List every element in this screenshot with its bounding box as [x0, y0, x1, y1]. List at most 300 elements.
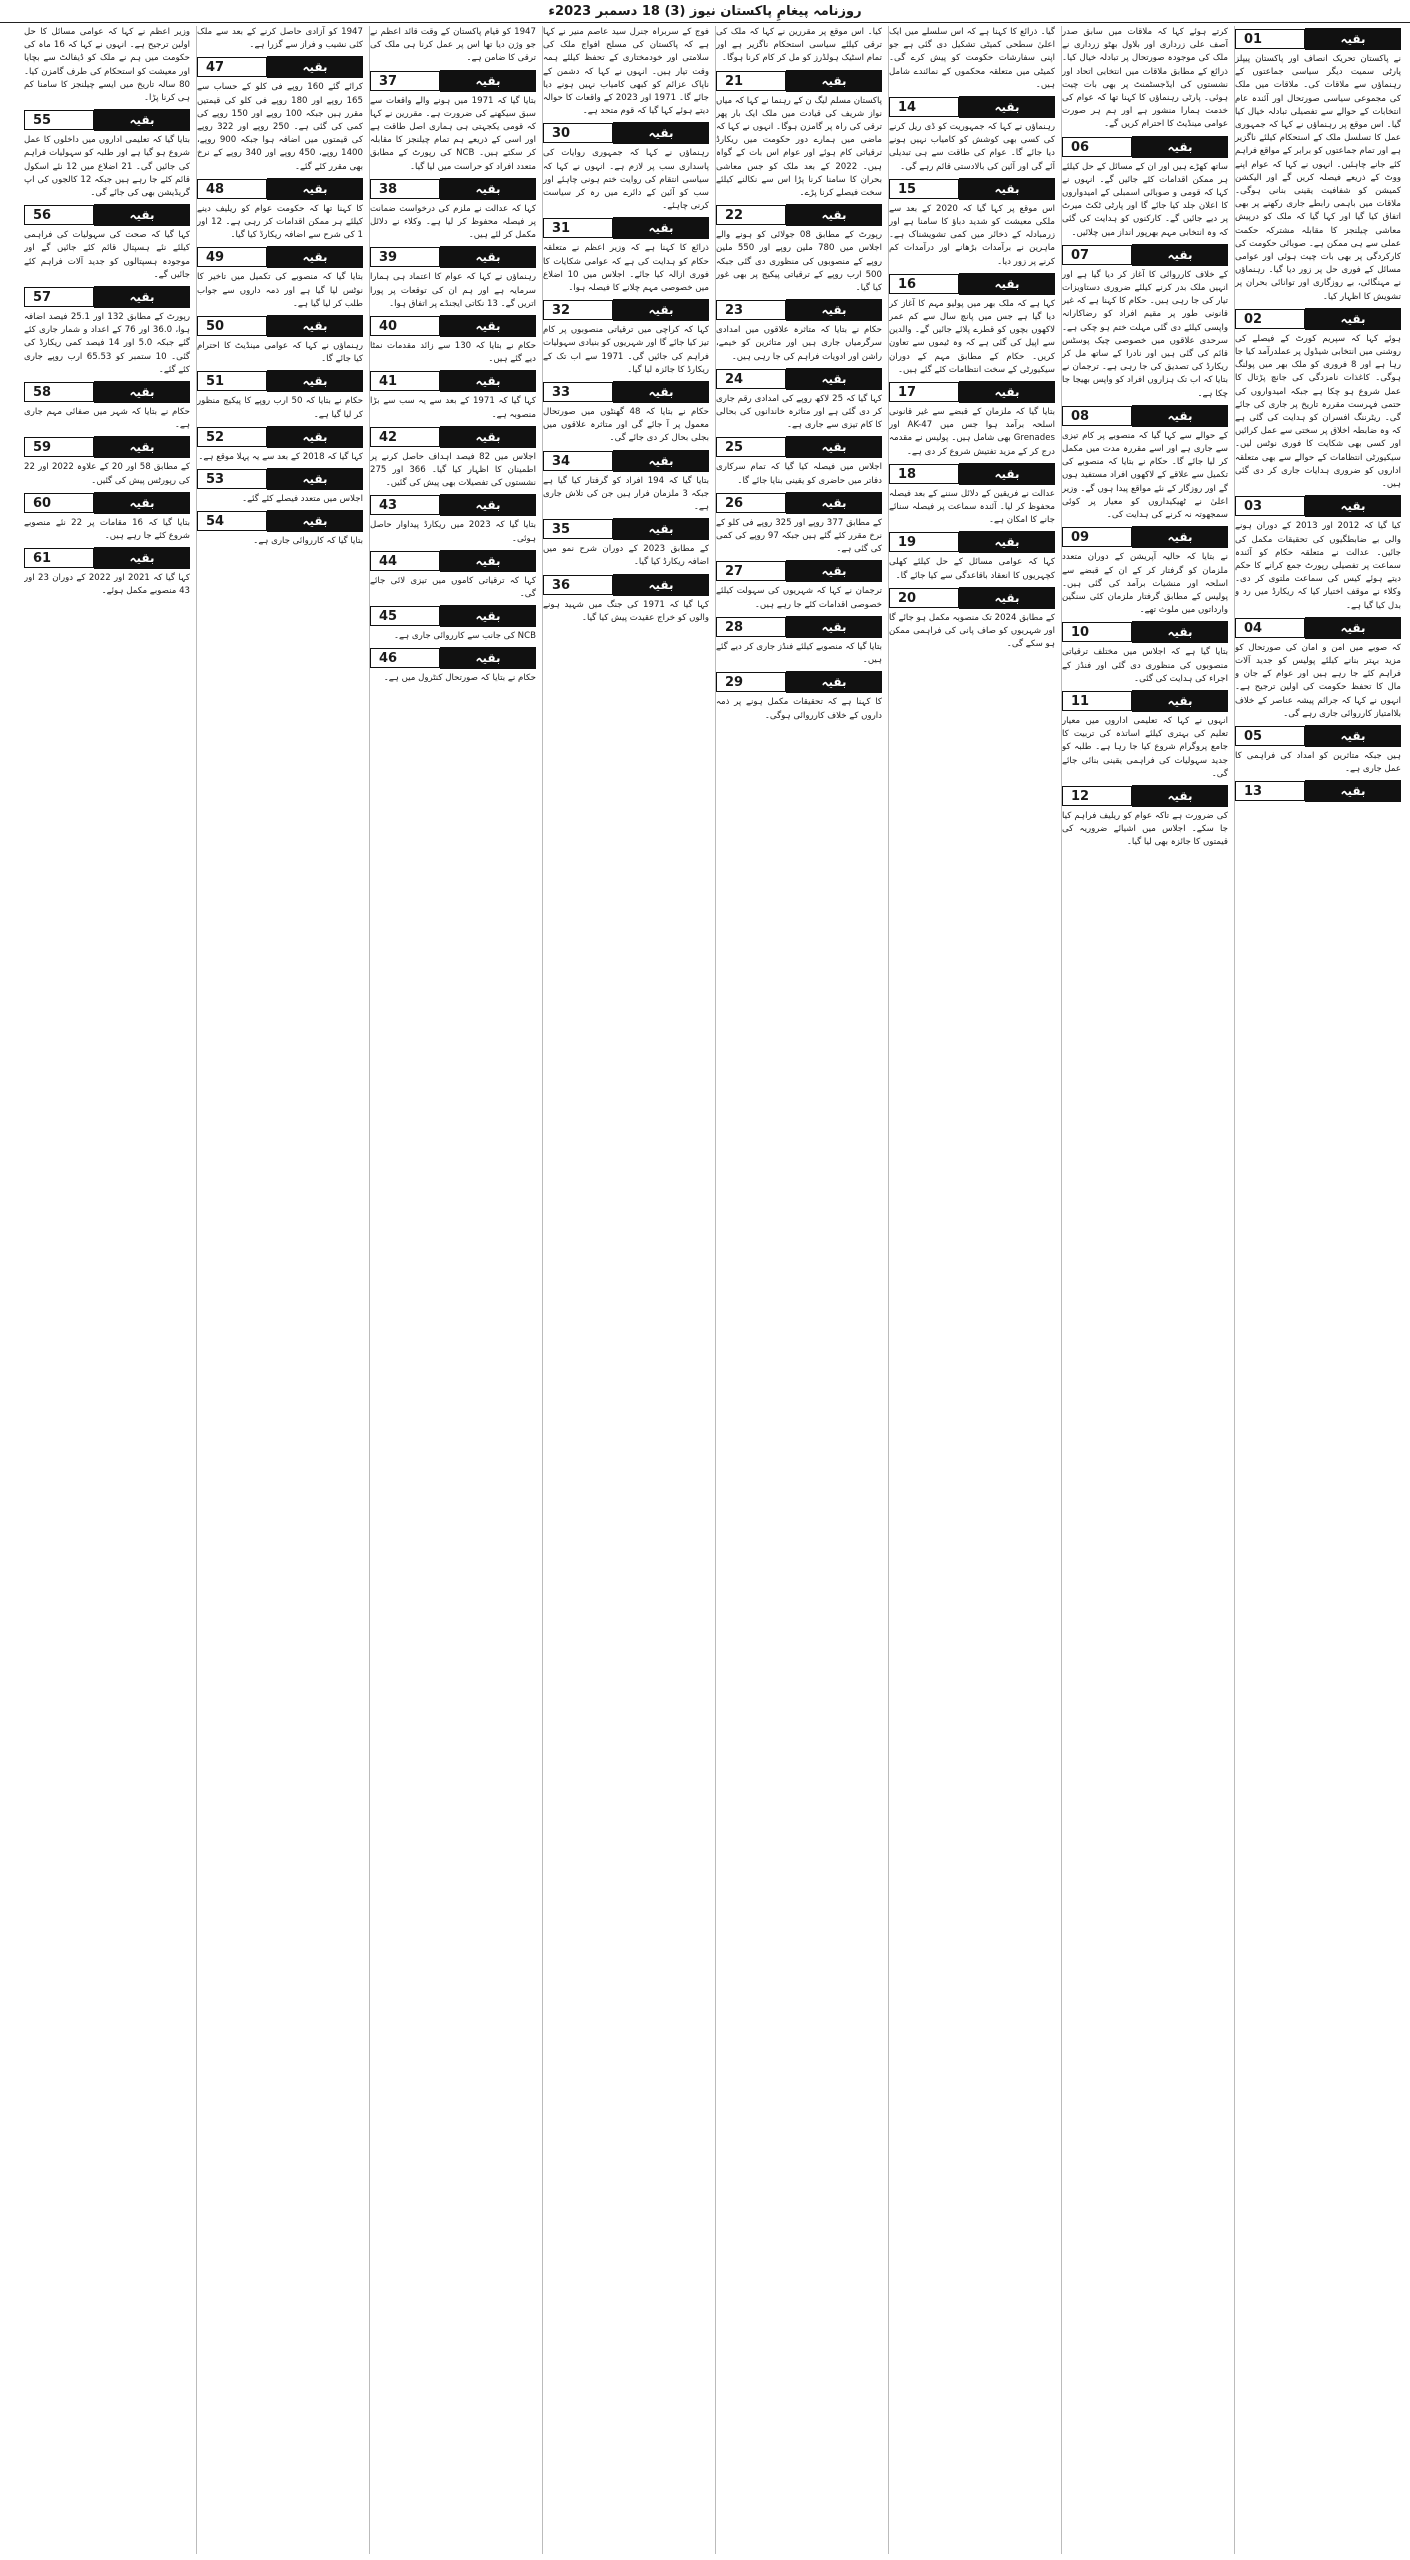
- continuation-tag: [889, 463, 1055, 485]
- continuation-tag: [370, 494, 536, 516]
- continuation-item: [24, 26, 190, 105]
- continuation-item: [889, 463, 1055, 528]
- continuation-item: [197, 246, 363, 311]
- continuation-item: [889, 26, 1055, 92]
- continuation-label: بقیہ: [267, 246, 363, 268]
- continuation-number: 38: [370, 179, 440, 199]
- article-text: اس موقع پر کہا گیا کہ 2020 کے بعد سے ملکی معیشت کو شدید دباؤ کا سامنا ہے اور زرمبادلہ کے ذخائر میں کمی تشویشناک ہے۔ ماہرین نے برآمدات بڑھانے اور درآمدات کم کرنے پر زور دیا۔: [889, 203, 1055, 267]
- column-3: [888, 26, 1055, 2554]
- continuation-label: بقیہ: [1132, 785, 1228, 807]
- continuation-label: بقیہ: [786, 368, 882, 390]
- continuation-label: بقیہ: [613, 518, 709, 540]
- continuation-item: [370, 26, 536, 66]
- article-text: اجلاس میں 82 فیصد اہداف حاصل کرنے پر اطمینان کا اظہار کیا گیا۔ 366 اور 275 نشستوں کی تفصیلات بھی پیش کی گئیں۔: [370, 451, 536, 489]
- continuation-tag: [716, 70, 882, 92]
- article-text: حکام نے بتایا کہ متاثرہ علاقوں میں امدادی سرگرمیاں جاری ہیں اور متاثرین کو خیمے، راشن اور ادویات فراہم کی جا رہی ہیں۔: [716, 325, 882, 362]
- continuation-tag: [197, 178, 363, 200]
- article-text: کے مطابق 58 اور 20 کے علاوہ 2022 اور 22 کی رپورٹس پیش کی گئیں۔: [24, 462, 190, 486]
- continuation-item: [716, 299, 882, 364]
- continuation-item: [370, 605, 536, 643]
- continuation-label: بقیہ: [613, 122, 709, 144]
- continuation-number: 26: [716, 493, 786, 513]
- continuation-number: 32: [543, 300, 613, 320]
- continuation-tag: [543, 518, 709, 540]
- continuation-tag: [543, 450, 709, 472]
- continuation-item: [716, 436, 882, 487]
- continuation-number: 17: [889, 382, 959, 402]
- article-text: کا کہنا ہے کہ تحقیقات مکمل ہونے پر ذمہ داروں کے خلاف کارروائی ہوگی۔: [716, 697, 882, 721]
- continuation-label: بقیہ: [1132, 621, 1228, 643]
- continuation-item: [24, 381, 190, 432]
- article-text: بتایا گیا کہ ملزمان کے قبضے سے غیر قانونی اسلحہ برآمد ہوا جس میں AK-47 اور Grenades بھی شامل ہیں۔ پولیس نے مقدمہ درج کر کے مزید تفتیش شروع کر دی ہے۔: [889, 407, 1055, 457]
- continuation-label: بقیہ: [1132, 526, 1228, 548]
- article-text: بتایا گیا کہ منصوبے کیلئے فنڈز جاری کر دیے گئے ہیں۔: [716, 641, 882, 666]
- continuation-item: [716, 560, 882, 611]
- continuation-tag: [370, 647, 536, 669]
- continuation-number: 34: [543, 451, 613, 471]
- continuation-item: [1062, 244, 1228, 401]
- continuation-label: بقیہ: [440, 315, 536, 337]
- article-text: کہا گیا کہ 2018 کے بعد سے یہ پہلا موقع ہے۔: [198, 451, 363, 462]
- article-text: اجلاس میں فیصلہ کیا گیا کہ تمام سرکاری دفاتر میں حاضری کو یقینی بنایا جائے گا۔: [716, 462, 882, 486]
- continuation-label: بقیہ: [94, 286, 190, 308]
- article-text: حکام نے بتایا کہ 130 سے زائد مقدمات نمٹا دیے گئے ہیں۔: [370, 341, 536, 365]
- continuation-number: 24: [716, 369, 786, 389]
- continuation-item: [543, 299, 709, 377]
- continuation-item: [716, 616, 882, 667]
- continuation-item: [24, 286, 190, 377]
- continuation-tag: [24, 109, 190, 131]
- continuation-label: بقیہ: [1305, 725, 1401, 747]
- continuation-tag: [889, 531, 1055, 553]
- article-text: کہا کہ عوامی مسائل کے حل کیلئے کھلی کچہریوں کا انعقاد باقاعدگی سے کیا جائے گا۔: [889, 557, 1055, 581]
- continuation-label: بقیہ: [1132, 405, 1228, 427]
- continuation-item: [24, 492, 190, 543]
- continuation-number: 57: [24, 287, 94, 307]
- continuation-tag: [370, 370, 536, 392]
- continuation-number: 53: [197, 469, 267, 489]
- article-text: NCB کی جانب سے کارروائی جاری ہے۔: [394, 631, 536, 642]
- continuation-label: بقیہ: [613, 381, 709, 403]
- continuation-label: بقیہ: [1132, 244, 1228, 266]
- continuation-label: بقیہ: [786, 436, 882, 458]
- continuation-item: [24, 547, 190, 598]
- continuation-item: [197, 370, 363, 421]
- continuation-number: 46: [370, 648, 440, 668]
- continuation-number: 29: [716, 672, 786, 692]
- continuation-label: بقیہ: [786, 204, 882, 226]
- newspaper-page: [6, 26, 1404, 2554]
- continuation-label: بقیہ: [440, 246, 536, 268]
- article-text: رہنماؤں نے کہا کہ جمہوریت کو ڈی ریل کرنے کی کسی بھی کوشش کو کامیاب نہیں ہونے دیا جائے گا۔ عوام کی طاقت سے ہی تبدیلی آئے گی اور آئین کی بالادستی قائم رہے گی۔: [889, 122, 1055, 172]
- continuation-label: بقیہ: [1305, 308, 1401, 330]
- continuation-item: [1062, 405, 1228, 522]
- article-text: کیا گیا کہ 2012 اور 2013 کے دوران ہونے والی بے ضابطگیوں کی تحقیقات مکمل کی جائیں۔ عدالت نے متعلقہ حکام کو آئندہ سماعت پر تفصیلی رپورٹ جمع کرانے کا حکم دیتے ہوئے کیس کی سماعت ملتوی کر دی۔ وکلاء نے موقف اختیار کیا کہ ریکارڈ میں رد و بدل کیا گیا ہے۔: [1235, 521, 1401, 611]
- continuation-item: [1062, 621, 1228, 686]
- newspaper-header: [0, 0, 1410, 23]
- continuation-tag: [24, 492, 190, 514]
- continuation-item: [1062, 526, 1228, 617]
- continuation-number: 10: [1062, 622, 1132, 642]
- continuation-tag: [716, 368, 882, 390]
- continuation-item: [1235, 725, 1401, 776]
- continuation-item: [24, 109, 190, 200]
- continuation-number: 31: [543, 218, 613, 238]
- continuation-label: بقیہ: [267, 370, 363, 392]
- continuation-tag: [543, 574, 709, 596]
- continuation-tag: [197, 510, 363, 532]
- article-text: گیا۔ ذرائع کا کہنا ہے کہ اس سلسلے میں ایک اعلیٰ سطحی کمیٹی تشکیل دی گئی ہے جو اپنی سفارشات حکومت کو پیش کرے گی۔ کمیٹی میں متعلقہ محکموں کے نمائندے شامل ہیں۔: [889, 27, 1055, 90]
- continuation-number: 07: [1062, 245, 1132, 265]
- continuation-tag: [716, 299, 882, 321]
- continuation-tag: [370, 315, 536, 337]
- continuation-label: بقیہ: [613, 574, 709, 596]
- continuation-item: [716, 26, 882, 66]
- article-text: حکام نے بتایا کہ 48 گھنٹوں میں صورتحال معمول پر آ جائے گی اور متاثرہ علاقوں میں بجلی بحال کر دی جائے گی۔: [543, 407, 709, 444]
- continuation-item: [1062, 26, 1228, 132]
- article-text: انہوں نے کہا کہ تعلیمی اداروں میں معیار تعلیم کی بہتری کیلئے اساتذہ کی تربیت کا جامع پروگرام شروع کیا جا رہا ہے۔ طلبہ کو جدید سہولیات کی فراہمی یقینی بنائی جائے گی۔: [1062, 715, 1228, 779]
- continuation-tag: [889, 96, 1055, 118]
- article-text: فوج کے سربراہ جنرل سید عاصم منیر نے کہا ہے کہ پاکستان کی مسلح افواج ملک کی سلامتی اور خودمختاری کے تحفظ کیلئے ہمہ وقت تیار ہیں۔ انہوں نے کہا کہ دشمن کے ناپاک عزائم کو کبھی کامیاب نہیں ہونے دیا جائے گا۔ 1971 اور 2023 کے واقعات کا حوالہ دیتے ہوئے کہا گیا کہ قوم متحد ہے۔: [543, 27, 709, 117]
- continuation-number: 25: [716, 437, 786, 457]
- column-2: [1061, 26, 1228, 2554]
- continuation-number: 45: [370, 606, 440, 626]
- continuation-tag: [889, 273, 1055, 295]
- article-text: رپورٹ کے مطابق 132 اور 25.1 فیصد اضافہ ہوا، 36.0 اور 76 کے اعداد و شمار جاری کئے گئے جبکہ 5.0 اور 14 فیصد کمی ریکارڈ کی گئی۔ 10 ستمبر کو 65.53 ارب روپے جاری کئے گئے۔: [24, 312, 190, 375]
- continuation-item: [716, 671, 882, 722]
- article-text: بتایا گیا کہ کارروائی جاری ہے۔: [253, 536, 363, 547]
- continuation-tag: [1062, 244, 1228, 266]
- continuation-label: بقیہ: [786, 492, 882, 514]
- continuation-item: [197, 178, 363, 243]
- continuation-number: 02: [1235, 309, 1305, 329]
- continuation-number: 23: [716, 300, 786, 320]
- continuation-label: بقیہ: [786, 70, 882, 92]
- continuation-number: 19: [889, 532, 959, 552]
- continuation-number: 04: [1235, 618, 1305, 638]
- continuation-tag: [716, 492, 882, 514]
- continuation-tag: [370, 70, 536, 92]
- continuation-label: بقیہ: [959, 273, 1055, 295]
- continuation-number: 05: [1235, 726, 1305, 746]
- article-text: کے مطابق 377 روپے اور 325 روپے فی کلو کے نرخ مقرر کئے گئے ہیں جبکہ 97 روپے کی کمی کی گئی ہے۔: [716, 517, 882, 555]
- article-text: رپورٹ کے مطابق 08 جولائی کو ہونے والے اجلاس میں 780 ملین روپے اور 550 ملین روپے کے منصوبوں کی منظوری دی گئی جبکہ 500 ارب روپے کے ترقیاتی پیکیج پر بھی غور کیا گیا۔: [716, 230, 882, 294]
- continuation-item: [889, 381, 1055, 459]
- article-text: ترجمان نے کہا کہ شہریوں کی سہولت کیلئے خصوصی اقدامات کئے جا رہے ہیں۔: [716, 586, 882, 610]
- continuation-tag: [24, 204, 190, 226]
- article-text: حکام نے بتایا کہ 50 ارب روپے کا پیکیج منظور کر لیا گیا ہے۔: [197, 396, 363, 420]
- continuation-item: [1235, 617, 1401, 721]
- continuation-tag: [197, 468, 363, 490]
- continuation-item: [1062, 690, 1228, 781]
- continuation-tag: [1062, 621, 1228, 643]
- continuation-label: بقیہ: [440, 426, 536, 448]
- continuation-tag: [197, 315, 363, 337]
- continuation-number: 11: [1062, 691, 1132, 711]
- continuation-number: 21: [716, 71, 786, 91]
- continuation-number: 35: [543, 519, 613, 539]
- continuation-number: 58: [24, 382, 94, 402]
- continuation-number: 22: [716, 205, 786, 225]
- continuation-item: [716, 492, 882, 557]
- continuation-item: [1235, 780, 1401, 802]
- continuation-number: 36: [543, 575, 613, 595]
- continuation-number: 40: [370, 316, 440, 336]
- continuation-label: بقیہ: [440, 647, 536, 669]
- continuation-tag: [716, 204, 882, 226]
- article-text: کہا کہ ترقیاتی کاموں میں تیزی لائی جائے گی۔: [370, 575, 536, 600]
- article-text: کیا۔ اس موقع پر مقررین نے کہا کہ ملک کی ترقی کیلئے سیاسی استحکام ناگزیر ہے اور تمام اسٹیک ہولڈرز کو مل کر کام کرنا ہوگا۔: [716, 27, 882, 64]
- article-text: کرائے گئے 160 روپے فی کلو کے حساب سے 165 روپے اور 180 روپے فی کلو کی قیمتیں مقرر ہیں جبکہ 100 روپے اور 150 روپے کی کمی کی گئی ہے۔ 250 روپے اور 322 روپے کی قیمتوں میں اضافہ ہوا جبکہ 900 روپے، 1400 روپے، 450 روپے اور 340 روپے کے نرخ بھی مقرر کئے گئے۔: [197, 82, 363, 172]
- article-text: عدالت نے فریقین کے دلائل سننے کے بعد فیصلہ محفوظ کر لیا۔ آئندہ سماعت پر فیصلہ سنائے جانے کا امکان ہے۔: [889, 488, 1055, 526]
- continuation-number: 59: [24, 437, 94, 457]
- continuation-label: بقیہ: [440, 550, 536, 572]
- continuation-number: 56: [24, 205, 94, 225]
- continuation-tag: [370, 426, 536, 448]
- continuation-item: [1235, 28, 1401, 304]
- continuation-label: بقیہ: [959, 463, 1055, 485]
- continuation-label: بقیہ: [786, 671, 882, 693]
- continuation-number: 08: [1062, 406, 1132, 426]
- continuation-item: [716, 368, 882, 433]
- continuation-number: 03: [1235, 496, 1305, 516]
- continuation-number: 14: [889, 97, 959, 117]
- continuation-item: [1062, 785, 1228, 850]
- continuation-tag: [1235, 725, 1401, 747]
- column-5: [542, 26, 709, 2554]
- continuation-label: بقیہ: [267, 468, 363, 490]
- article-text: بتایا گیا کہ 2023 میں ریکارڈ پیداوار حاصل ہوئی۔: [370, 520, 536, 544]
- article-text: بتایا گیا ہے کہ اجلاس میں مختلف ترقیاتی منصوبوں کی منظوری دی گئی اور فنڈز کے اجراء کی ہدایت کی گئی۔: [1062, 647, 1228, 684]
- continuation-label: بقیہ: [613, 217, 709, 239]
- continuation-label: بقیہ: [959, 96, 1055, 118]
- continuation-label: بقیہ: [267, 315, 363, 337]
- continuation-label: بقیہ: [613, 450, 709, 472]
- continuation-number: 52: [197, 427, 267, 447]
- article-text: رہنماؤں نے کہا کہ جمہوری روایات کی پاسداری سب پر لازم ہے۔ انہوں نے کہا کہ سیاسی انتقام کی روایت ختم ہونی چاہئے اور سب کو آئین کے دائرے میں رہ کر سیاست کرنی چاہئے۔: [543, 148, 709, 212]
- continuation-tag: [197, 56, 363, 78]
- article-text: کہ صوبے میں امن و امان کی صورتحال کو مزید بہتر بنانے کیلئے پولیس کو جدید آلات فراہم کئے جا رہے ہیں اور عوام کے جان و مال کا تحفظ حکومت کی اولین ترجیح ہے۔ انہوں نے کہا کہ جرائم پیشہ عناصر کے خلاف بلاامتیاز کارروائی جاری رہے گی۔: [1235, 642, 1401, 719]
- continuation-label: بقیہ: [440, 370, 536, 392]
- article-text: کہا گیا کہ 1971 کے بعد سے یہ سب سے بڑا منصوبہ ہے۔: [370, 396, 536, 420]
- continuation-label: بقیہ: [1132, 690, 1228, 712]
- continuation-tag: [716, 436, 882, 458]
- continuation-tag: [1235, 617, 1401, 639]
- article-text: کا کہنا تھا کہ حکومت عوام کو ریلیف دینے کیلئے ہر ممکن اقدامات کر رہی ہے۔ 12 اور 1 کی شرح سے اضافہ ریکارڈ کیا گیا۔: [197, 203, 363, 241]
- continuation-label: بقیہ: [959, 587, 1055, 609]
- continuation-item: [370, 246, 536, 311]
- article-text: حکام نے بتایا کہ صورتحال کنٹرول میں ہے۔: [383, 673, 536, 684]
- continuation-item: [1235, 308, 1401, 491]
- continuation-label: بقیہ: [440, 605, 536, 627]
- continuation-item: [197, 56, 363, 173]
- continuation-number: 60: [24, 493, 94, 513]
- continuation-tag: [370, 550, 536, 572]
- continuation-item: [197, 468, 363, 506]
- article-text: کرتے ہوئے کہا کہ ملاقات میں سابق صدر آصف علی زرداری اور بلاول بھٹو زرداری نے ملک کی موجودہ صورتحال پر تبادلہ خیال کیا۔ ذرائع کے مطابق ملاقات میں انتخابی اتحاد اور نشستوں کی ایڈجسٹمنٹ پر بھی بات چیت ہوئی۔ پارٹی رہنماؤں کا کہنا تھا کہ عوام کی خدمت ہمارا منشور ہے اور ہم ہر صورت عوامی مینڈیٹ کا احترام کریں گے۔: [1062, 27, 1228, 130]
- continuation-tag: [543, 381, 709, 403]
- continuation-number: 28: [716, 617, 786, 637]
- continuation-label: بقیہ: [1305, 617, 1401, 639]
- continuation-number: 30: [543, 123, 613, 143]
- continuation-number: 06: [1062, 137, 1132, 157]
- continuation-label: بقیہ: [1305, 780, 1401, 802]
- continuation-item: [197, 510, 363, 548]
- column-1: [1234, 26, 1401, 2554]
- continuation-label: بقیہ: [613, 299, 709, 321]
- article-text: کہا گیا کہ صحت کی سہولیات کی فراہمی کیلئے نئے ہسپتال قائم کئے جائیں گے اور موجودہ ہسپتالوں کو جدید آلات فراہم کئے جائیں گے۔: [24, 230, 190, 280]
- continuation-tag: [1235, 495, 1401, 517]
- continuation-label: بقیہ: [267, 178, 363, 200]
- continuation-number: 20: [889, 588, 959, 608]
- continuation-item: [370, 70, 536, 174]
- column-4: [715, 26, 882, 2554]
- continuation-tag: [24, 286, 190, 308]
- article-text: نے بتایا کہ حالیہ آپریشن کے دوران متعدد ملزمان کو گرفتار کر کے ان کے قبضے سے اسلحہ اور منشیات برآمد کی گئی ہیں۔ پولیس کے مطابق گرفتار ملزمان کئی سنگین وارداتوں میں ملوث تھے۔: [1062, 552, 1228, 616]
- continuation-tag: [1062, 690, 1228, 712]
- continuation-tag: [1235, 308, 1401, 330]
- article-text: وزیر اعظم نے کہا کہ عوامی مسائل کا حل اولین ترجیح ہے۔ انہوں نے کہا کہ 16 ماہ کی حکومت میں ہم نے ملک کو ڈیفالٹ سے بچایا اور معیشت کو استحکام کی طرف گامزن کیا۔ 80 سالہ تاریخ میں ایسے چیلنجز کا سامنا کم ہی کرنا پڑا۔: [24, 27, 190, 104]
- article-text: ساتھ کھڑے ہیں اور ان کے مسائل کے حل کیلئے ہر ممکن اقدامات کئے جائیں گے۔ انہوں نے کہا کہ قومی و صوبائی اسمبلی کے امیدواروں کا اعلان جلد کیا جائے گا اور پارٹی ٹکٹ میرٹ پر دیے جائیں گے۔ کارکنوں کو ہدایت کی گئی کہ وہ انتخابی مہم بھرپور انداز میں چلائیں۔: [1062, 161, 1228, 238]
- continuation-label: بقیہ: [94, 204, 190, 226]
- continuation-number: 47: [197, 57, 267, 77]
- column-6: [369, 26, 536, 2554]
- continuation-label: بقیہ: [1132, 136, 1228, 158]
- continuation-label: بقیہ: [94, 109, 190, 131]
- continuation-label: بقیہ: [94, 436, 190, 458]
- continuation-label: بقیہ: [94, 492, 190, 514]
- continuation-tag: [716, 616, 882, 638]
- continuation-item: [543, 518, 709, 569]
- continuation-number: 49: [197, 247, 267, 267]
- continuation-number: 27: [716, 561, 786, 581]
- continuation-tag: [1235, 28, 1401, 50]
- continuation-item: [889, 273, 1055, 377]
- continuation-tag: [889, 587, 1055, 609]
- continuation-item: [543, 574, 709, 625]
- continuation-item: [1062, 136, 1228, 240]
- continuation-tag: [1062, 405, 1228, 427]
- continuation-tag: [889, 178, 1055, 200]
- continuation-label: بقیہ: [440, 178, 536, 200]
- continuation-tag: [24, 381, 190, 403]
- continuation-label: بقیہ: [440, 494, 536, 516]
- continuation-tag: [716, 560, 882, 582]
- continuation-item: [889, 531, 1055, 582]
- continuation-label: بقیہ: [959, 381, 1055, 403]
- article-text: ذرائع کا کہنا ہے کہ وزیر اعظم نے متعلقہ حکام کو ہدایت کی ہے کہ عوامی شکایات کا فوری ازالہ کیا جائے۔ اجلاس میں 10 اضلاع میں خصوصی مہم چلانے کا فیصلہ ہوا۔: [543, 243, 709, 294]
- article-text: رہنماؤں نے کہا کہ عوامی مینڈیٹ کا احترام کیا جائے گا۔: [197, 341, 363, 365]
- continuation-item: [543, 450, 709, 515]
- continuation-number: 61: [24, 548, 94, 568]
- continuation-label: بقیہ: [959, 531, 1055, 553]
- continuation-item: [197, 26, 363, 52]
- continuation-tag: [1062, 785, 1228, 807]
- article-text: بتایا گیا کہ تعلیمی اداروں میں داخلوں کا عمل شروع ہو گیا ہے اور طلبہ کو سہولیات فراہم کی جائیں گی۔ 21 اضلاع میں 12 نئے اسکول قائم کئے جا رہے ہیں جبکہ 12 کالجوں کی اپ گریڈیشن بھی کی جائے گی۔: [24, 135, 190, 199]
- column-8: [24, 26, 190, 2554]
- article-text: بتایا گیا کہ 16 مقامات پر 22 نئے منصوبے شروع کئے جا رہے ہیں۔: [24, 517, 190, 542]
- continuation-item: [543, 217, 709, 295]
- continuation-tag: [370, 178, 536, 200]
- article-text: کے خلاف کارروائی کا آغاز کر دیا گیا ہے اور انہیں ملک بدر کرنے کیلئے ضروری دستاویزات تیار کی جا رہی ہیں۔ حکام کا کہنا ہے کہ غیر قانونی طور پر مقیم افراد کو رضاکارانہ واپسی کیلئے دی گئی مہلت ختم ہو چکی ہے۔ سرحدی علاقوں میں خصوصی چیک پوسٹس قائم کی گئی ہیں اور نادرا کے ساتھ مل کر ریکارڈ کی تصدیق کی جا رہی ہے۔ ترجمان نے بتایا کہ اب تک ہزاروں افراد کو واپس بھیجا جا چکا ہے۔: [1062, 269, 1228, 399]
- continuation-number: 41: [370, 371, 440, 391]
- article-text: کی ضرورت ہے تاکہ عوام کو ریلیف فراہم کیا جا سکے۔ اجلاس میں اشیائے ضروریہ کی قیمتوں کا جائزہ بھی لیا گیا۔: [1062, 810, 1228, 848]
- continuation-item: [889, 96, 1055, 174]
- continuation-tag: [197, 370, 363, 392]
- article-text: 1947 کو آزادی حاصل کرنے کے بعد سے ملک کئی نشیب و فراز سے گزرا ہے۔: [197, 27, 363, 51]
- article-text: کہا کہ عدالت نے ملزم کی درخواست ضمانت پر فیصلہ محفوظ کر لیا ہے۔ وکلاء نے دلائل مکمل کر لئے ہیں۔: [370, 203, 536, 241]
- article-text: کہا گیا کہ 25 لاکھ روپے کی امدادی رقم جاری کر دی گئی ہے اور متاثرہ خاندانوں کی بحالی کا کام تیزی سے جاری ہے۔: [716, 393, 882, 431]
- continuation-label: بقیہ: [267, 56, 363, 78]
- continuation-label: بقیہ: [267, 510, 363, 532]
- continuation-item: [370, 494, 536, 545]
- continuation-tag: [716, 671, 882, 693]
- continuation-item: [197, 426, 363, 464]
- article-text: بتایا گیا کہ منصوبے کی تکمیل میں تاخیر کا نوٹس لیا گیا ہے اور ذمہ داروں سے جواب طلب کر لیا گیا ہے۔: [197, 272, 363, 309]
- continuation-tag: [1235, 780, 1401, 802]
- article-text: بتایا گیا کہ 194 افراد کو گرفتار کیا گیا ہے جبکہ 3 ملزمان فرار ہیں جن کی تلاش جاری ہے۔: [543, 475, 709, 513]
- continuation-tag: [24, 547, 190, 569]
- article-text: کے مطابق 2024 تک منصوبہ مکمل ہو جائے گا اور شہریوں کو صاف پانی کی فراہمی ممکن ہو سکے گی۔: [889, 612, 1055, 650]
- continuation-number: 09: [1062, 527, 1132, 547]
- continuation-label: بقیہ: [440, 70, 536, 92]
- continuation-number: 16: [889, 274, 959, 294]
- continuation-item: [197, 315, 363, 366]
- continuation-label: بقیہ: [94, 381, 190, 403]
- article-text: 1947 کو قیام پاکستان کے وقت قائد اعظم نے جو وژن دیا تھا اس پر عمل کرنا ہی ملک کی ترقی کا ضامن ہے۔: [370, 27, 536, 64]
- continuation-item: [370, 647, 536, 685]
- continuation-item: [716, 70, 882, 201]
- continuation-number: 39: [370, 247, 440, 267]
- continuation-tag: [543, 217, 709, 239]
- continuation-number: 55: [24, 110, 94, 130]
- article-text: کہا گیا کہ 1971 کی جنگ میں شہید ہونے والوں کو خراج عقیدت پیش کیا گیا۔: [543, 599, 709, 623]
- continuation-label: بقیہ: [786, 299, 882, 321]
- article-text: کے مطابق 2023 کے دوران شرح نمو میں اضافہ ریکارڈ کیا گیا۔: [543, 544, 709, 568]
- continuation-number: 42: [370, 427, 440, 447]
- continuation-item: [370, 550, 536, 601]
- continuation-item: [370, 370, 536, 421]
- continuation-item: [24, 204, 190, 282]
- continuation-tag: [24, 436, 190, 458]
- continuation-number: 37: [370, 71, 440, 91]
- continuation-label: بقیہ: [267, 426, 363, 448]
- continuation-number: 18: [889, 464, 959, 484]
- article-text: کہا کہ کراچی میں ترقیاتی منصوبوں پر کام تیز کیا جائے گا اور شہریوں کو بنیادی سہولیات فراہم کی جائیں گی۔ 1971 سے اب تک کے ریکارڈ کا جائزہ لیا گیا۔: [543, 325, 709, 375]
- continuation-tag: [543, 122, 709, 144]
- continuation-label: بقیہ: [786, 560, 882, 582]
- continuation-item: [543, 122, 709, 213]
- continuation-tag: [889, 381, 1055, 403]
- continuation-item: [889, 178, 1055, 269]
- continuation-number: 50: [197, 316, 267, 336]
- continuation-tag: [370, 246, 536, 268]
- article-text: اجلاس میں متعدد فیصلے کئے گئے۔: [242, 494, 363, 505]
- continuation-item: [889, 587, 1055, 652]
- continuation-label: بقیہ: [959, 178, 1055, 200]
- continuation-label: بقیہ: [1305, 28, 1401, 50]
- continuation-number: 44: [370, 551, 440, 571]
- article-text: کہا ہے کہ ملک بھر میں پولیو مہم کا آغاز کر دیا گیا ہے جس میں پانچ سال سے کم عمر لاکھوں بچوں کو قطرے پلائے جائیں گے۔ والدین سے اپیل کی گئی ہے کہ وہ ٹیموں سے تعاون کریں۔ حکام کے مطابق مہم کے دوران سیکیورٹی کے سخت انتظامات کئے گئے ہیں۔: [889, 298, 1055, 375]
- continuation-label: بقیہ: [786, 616, 882, 638]
- continuation-label: بقیہ: [94, 547, 190, 569]
- continuation-tag: [1062, 136, 1228, 158]
- continuation-number: 48: [197, 179, 267, 199]
- continuation-tag: [370, 605, 536, 627]
- article-text: بتایا گیا کہ 1971 میں ہونے والے واقعات سے سبق سیکھنے کی ضرورت ہے۔ مقررین نے کہا کہ قومی یکجہتی ہی ہماری اصل طاقت ہے اور اسی کے ذریعے ہم تمام چیلنجز کا مقابلہ کر سکتے ہیں۔ NCB کی رپورٹ کے مطابق متعدد افراد کو حراست میں لیا گیا۔: [370, 95, 536, 172]
- continuation-item: [370, 426, 536, 491]
- article-text: پاکستان مسلم لیگ ن کے رہنما نے کہا کہ میاں نواز شریف کی قیادت میں ملک ایک بار پھر ترقی کی راہ پر گامزن ہوگا۔ انہوں نے کہا کہ ماضی میں ہمارے دور حکومت میں ریکارڈ ترقیاتی کام ہوئے اور عوام اس بات کے گواہ ہیں۔ 2022 کے بعد ملک کو جس معاشی بحران کا سامنا کرنا پڑا اس سے نکالنے کیلئے سخت فیصلے کرنا پڑے۔: [716, 95, 882, 199]
